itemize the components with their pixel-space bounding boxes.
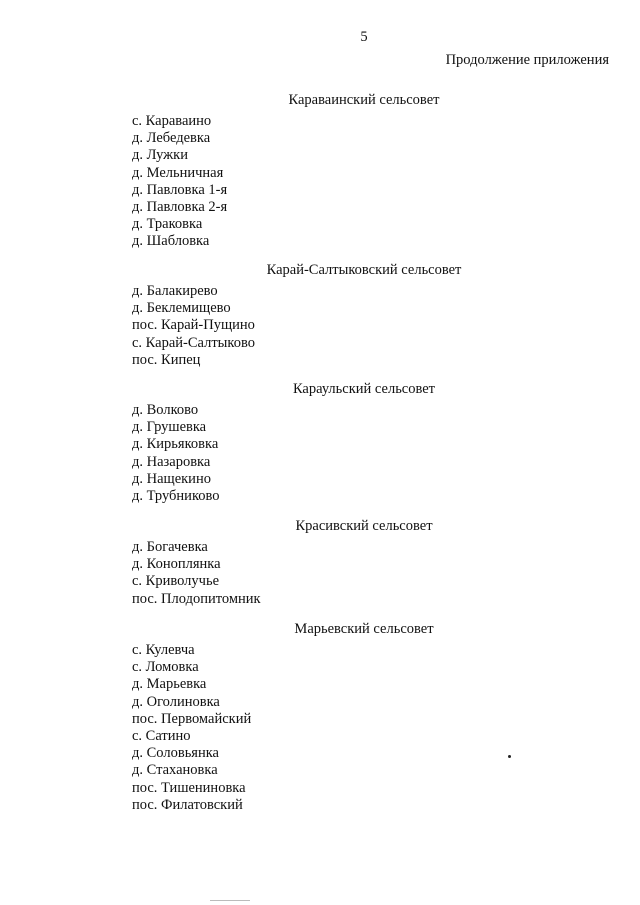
list-item: д. Стахановка	[132, 762, 218, 779]
list-item: д. Траковка	[132, 216, 203, 233]
scan-speck	[508, 755, 511, 758]
list-item: с. Карай-Салтыково	[132, 334, 255, 351]
list-item: д. Лебедевка	[132, 130, 211, 147]
list-item: д. Соловьянка	[132, 745, 219, 762]
list-item: с. Караваино	[132, 113, 212, 129]
list-item: д. Назаровка	[132, 453, 211, 470]
settlement-list	[132, 402, 220, 505]
list-item: д. Кирьяковка	[132, 436, 219, 453]
list-item: с. Сатино	[132, 728, 191, 745]
list-item: д. Коноплянка	[132, 556, 221, 573]
page-number: 5	[360, 29, 368, 45]
settlement-list	[132, 642, 251, 814]
list-item: д. Павловка 1-я	[132, 181, 228, 198]
list-item: д. Богачевка	[132, 539, 208, 555]
list-item: с. Криволучье	[132, 573, 219, 590]
list-item: пос. Плодопитомник	[132, 590, 261, 607]
list-item: пос. Тишениновка	[132, 779, 246, 796]
list-item: пос. Первомайский	[132, 710, 252, 727]
list-item: с. Ломовка	[132, 659, 199, 676]
settlement-list	[132, 539, 261, 608]
list-item: д. Грушевка	[132, 419, 207, 436]
list-item: пос. Карай-Пущино	[132, 317, 255, 334]
section-title: Караваинский сельсовет	[288, 92, 440, 108]
section-title: Карай-Салтыковский сельсовет	[266, 262, 462, 278]
list-item: д. Нащекино	[132, 470, 211, 487]
section-title: Марьевский сельсовет	[294, 621, 434, 637]
appendix-continuation-caption: Продолжение приложения	[445, 52, 609, 68]
list-item: д. Трубниково	[132, 488, 220, 505]
list-item: с. Кулевча	[132, 642, 195, 658]
list-item: пос. Кипец	[132, 351, 201, 368]
list-item: д. Шабловка	[132, 233, 210, 250]
list-item: д. Павловка 2-я	[132, 199, 228, 216]
list-item: д. Беклемищево	[132, 300, 231, 317]
section-title: Красивский сельсовет	[295, 518, 433, 534]
list-item: д. Лужки	[132, 147, 188, 164]
settlement-list	[132, 283, 255, 369]
list-item: пос. Филатовский	[132, 796, 243, 813]
settlement-list	[132, 113, 227, 251]
list-item: д. Мельничная	[132, 164, 224, 181]
scan-edge-mark	[210, 900, 250, 901]
list-item: д. Волково	[132, 402, 199, 418]
section-title: Караульский сельсовет	[292, 381, 436, 397]
list-item: д. Марьевка	[132, 676, 207, 693]
list-item: д. Балакирево	[132, 283, 218, 299]
list-item: д. Оголиновка	[132, 693, 220, 710]
